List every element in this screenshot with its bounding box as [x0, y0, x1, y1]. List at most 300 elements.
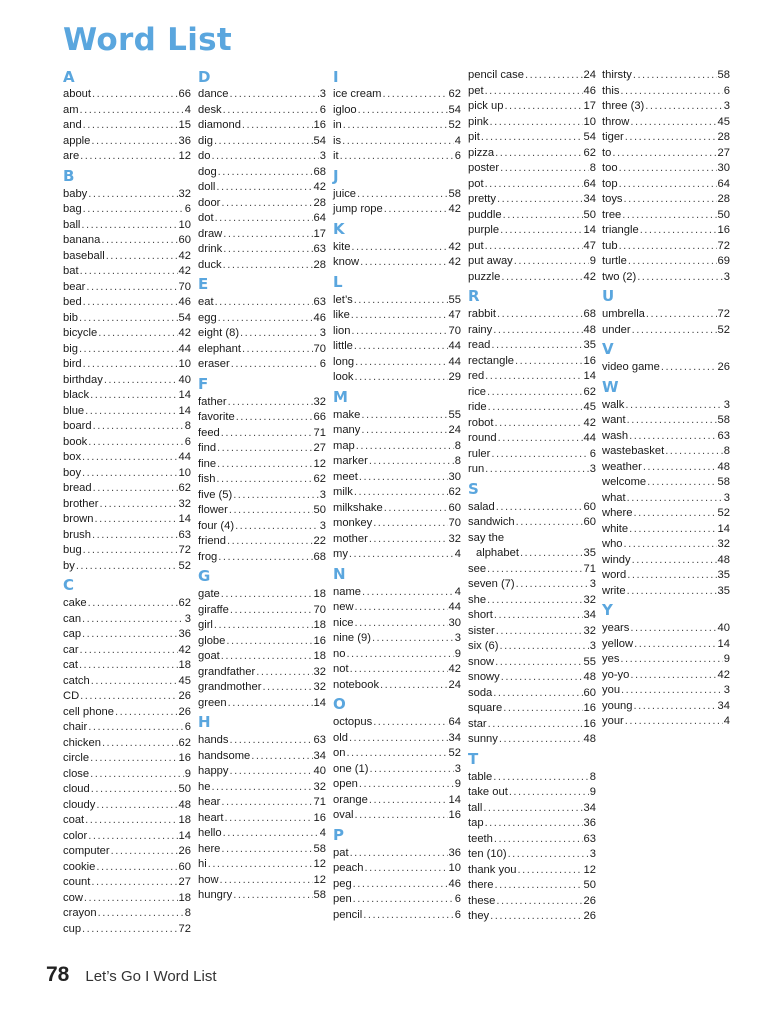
word-text: square: [468, 702, 503, 714]
word-text: hear: [198, 796, 221, 808]
dot-leader: [497, 192, 583, 208]
dot-leader: [495, 878, 583, 894]
word-entry: [468, 223, 596, 239]
page-reference: 46: [448, 877, 461, 890]
word-text: are: [63, 150, 80, 162]
word-text: juice: [333, 187, 357, 200]
word-text: circle: [63, 752, 90, 764]
word-text: not: [333, 663, 349, 675]
page-reference: 34: [583, 801, 596, 814]
dot-leader: [223, 826, 319, 842]
page-reference: 35: [583, 339, 596, 351]
dot-leader: [96, 860, 177, 876]
dot-leader: [96, 798, 177, 814]
word-entry: [468, 447, 596, 463]
page-reference: 47: [583, 239, 596, 252]
word-entry: [198, 357, 326, 373]
word-text: six (6): [468, 640, 499, 652]
word-entry: [333, 308, 461, 324]
dot-leader: [495, 655, 582, 671]
page-reference: 68: [313, 550, 326, 563]
dot-leader: [632, 323, 717, 339]
word-entry: [198, 488, 326, 504]
page-reference: 26: [178, 705, 191, 718]
page-reference: 52: [717, 507, 730, 519]
page-reference: 10: [448, 862, 461, 874]
dot-leader: [619, 177, 717, 193]
page-reference: 52: [448, 747, 461, 759]
word-entry: [333, 501, 461, 517]
page-reference: 40: [178, 373, 191, 386]
dot-leader: [518, 863, 583, 879]
page-reference: 24: [583, 69, 596, 81]
word-entry: [198, 618, 326, 634]
word-text: top: [602, 177, 618, 190]
word-entry: [333, 662, 461, 678]
dot-leader: [223, 242, 312, 258]
word-text: cloudy: [63, 798, 96, 811]
word-entry: [602, 223, 730, 239]
word-text: globe: [198, 634, 226, 647]
word-text: chair: [63, 721, 88, 733]
page-reference: 3: [723, 100, 730, 112]
dot-leader: [85, 404, 177, 420]
word-entry: [468, 701, 596, 717]
word-text: star: [468, 717, 487, 730]
word-text: desk: [198, 103, 222, 116]
dot-leader: [625, 714, 723, 730]
word-text: years: [602, 622, 630, 634]
word-entry: [602, 68, 730, 84]
word-text: umbrella: [602, 308, 645, 320]
page-reference: 10: [178, 218, 191, 231]
word-text: big: [63, 342, 78, 355]
dot-leader: [226, 634, 312, 650]
dot-leader: [493, 323, 582, 339]
page-reference: 70: [448, 517, 461, 529]
page-reference: 18: [178, 659, 191, 671]
dot-leader: [520, 546, 583, 562]
page-reference: 27: [313, 442, 326, 454]
word-entry: [602, 491, 730, 507]
word-text: cookie: [63, 860, 96, 873]
word-text: open: [333, 778, 358, 790]
section-letter: L: [333, 272, 343, 291]
dot-leader: [217, 441, 313, 457]
dot-leader: [83, 543, 178, 559]
word-text: how: [198, 873, 219, 886]
page-reference: 68: [583, 308, 596, 320]
dot-leader: [80, 264, 178, 280]
page-reference: 9: [184, 767, 191, 780]
dot-leader: [83, 202, 184, 218]
dot-leader: [221, 842, 312, 858]
page-reference: 36: [178, 628, 191, 640]
dot-leader: [214, 134, 313, 150]
word-entry: [602, 584, 730, 600]
word-text: chicken: [63, 736, 101, 749]
page-reference: 8: [454, 439, 461, 452]
word-entry: [468, 416, 596, 432]
word-entry: [63, 233, 191, 249]
word-entry: [602, 699, 730, 715]
page-reference: 15: [178, 119, 191, 131]
page-reference: 32: [717, 538, 730, 550]
word-entry: [63, 512, 191, 528]
word-entry: [333, 423, 461, 439]
dot-leader: [481, 130, 583, 146]
dot-leader: [82, 612, 184, 628]
page-reference: 58: [717, 69, 730, 81]
word-entry: [63, 906, 191, 922]
dot-leader: [491, 338, 582, 354]
word-text: CD: [63, 690, 80, 702]
page-reference: 63: [313, 243, 326, 255]
section-letter: T: [468, 749, 479, 768]
word-entry: [198, 295, 326, 311]
section-letter: H: [198, 713, 211, 731]
word-entry: [198, 649, 326, 665]
word-text: make: [333, 408, 361, 421]
page-reference: 46: [178, 296, 191, 308]
word-entry: [63, 643, 191, 659]
word-entry: [602, 208, 730, 224]
word-text: ruler: [468, 447, 491, 460]
dot-leader: [499, 639, 588, 655]
word-entry: [63, 596, 191, 612]
word-text: map: [333, 439, 355, 452]
page-reference: 3: [454, 762, 461, 775]
dot-leader: [495, 146, 582, 162]
word-entry: [333, 647, 461, 663]
word-text: dig: [198, 134, 213, 147]
word-entry: [63, 674, 191, 690]
page-reference: 42: [178, 249, 191, 262]
word-text: sister: [468, 624, 495, 637]
word-entry: [198, 342, 326, 358]
word-entry: [333, 846, 461, 862]
dot-leader: [612, 146, 716, 162]
dot-leader: [104, 373, 178, 389]
word-text: about: [63, 88, 91, 100]
page-reference: 72: [717, 308, 730, 320]
dot-leader: [354, 293, 448, 309]
dot-leader: [622, 208, 716, 224]
dot-leader: [102, 736, 178, 752]
dot-leader: [111, 844, 178, 860]
word-entry: [198, 780, 326, 796]
page-reference: 54: [583, 131, 596, 143]
dot-leader: [343, 118, 448, 134]
word-entry: [333, 339, 461, 355]
dot-leader: [211, 149, 318, 165]
dot-leader: [236, 410, 313, 426]
page-reference: 3: [589, 640, 596, 652]
word-text: igloo: [333, 103, 357, 116]
word-entry: [468, 431, 596, 447]
word-entry: [468, 686, 596, 702]
page-reference: 60: [583, 500, 596, 513]
dot-leader: [217, 457, 313, 473]
dot-leader: [364, 861, 447, 877]
word-entry: [63, 705, 191, 721]
word-entry: [333, 715, 461, 731]
word-text: goat: [198, 650, 220, 662]
dot-leader: [90, 751, 177, 767]
word-entry: [602, 270, 730, 286]
page-reference: 22: [313, 535, 326, 547]
word-text: bread: [63, 482, 92, 494]
word-entry: [468, 878, 596, 894]
word-entry: [63, 658, 191, 674]
word-text: many: [333, 424, 361, 436]
page-reference: 70: [313, 342, 326, 355]
dot-leader: [369, 793, 448, 809]
word-entry: [333, 103, 461, 119]
word-entry: [198, 441, 326, 457]
page-reference: 42: [448, 663, 461, 675]
page-reference: 6: [184, 721, 191, 733]
dot-leader: [627, 413, 717, 429]
word-text: meet: [333, 470, 358, 483]
word-entry: [333, 585, 461, 601]
dot-leader: [80, 103, 184, 119]
page-reference: 34: [717, 699, 730, 712]
dot-leader: [620, 652, 722, 668]
page-reference: 45: [583, 401, 596, 413]
page-reference: 42: [178, 327, 191, 339]
page-reference: 72: [717, 239, 730, 252]
dot-leader: [93, 419, 184, 435]
word-text: handsome: [198, 749, 251, 762]
dot-leader: [627, 584, 717, 600]
page-reference: 62: [583, 385, 596, 398]
word-entry: [468, 115, 596, 131]
page-reference: 60: [583, 516, 596, 528]
page-reference: 26: [583, 894, 596, 907]
word-entry: [198, 503, 326, 519]
word-entry: [63, 388, 191, 404]
page-reference: 8: [184, 907, 191, 919]
page-reference: 64: [717, 177, 730, 190]
word-entry: [198, 550, 326, 566]
page-reference: 55: [448, 293, 461, 306]
word-text: eat: [198, 296, 214, 308]
word-text: nice: [333, 616, 354, 629]
dot-leader: [221, 795, 312, 811]
word-text: cake: [63, 597, 87, 609]
word-text: happy: [198, 765, 229, 777]
dot-leader: [90, 388, 177, 404]
dot-leader: [634, 637, 716, 653]
page-reference: 44: [448, 601, 461, 613]
dot-leader: [99, 497, 177, 513]
dot-leader: [82, 922, 178, 938]
page-reference: 6: [454, 908, 461, 921]
dot-leader: [494, 832, 583, 848]
page-reference: 68: [313, 165, 326, 178]
page-reference: 34: [448, 731, 461, 744]
word-text: am: [63, 103, 79, 116]
word-text: by: [63, 559, 75, 572]
column-1: [63, 68, 191, 937]
page-reference: 58: [717, 414, 730, 426]
page-footer: [46, 963, 217, 987]
word-entry: [602, 460, 730, 476]
word-entry: [333, 777, 461, 793]
page-reference: 28: [717, 131, 730, 143]
column-5: [602, 68, 730, 730]
page-reference: 52: [178, 559, 191, 572]
word-entry: [198, 242, 326, 258]
word-entry: [198, 87, 326, 103]
page-reference: 14: [178, 404, 191, 417]
page-reference: 58: [313, 842, 326, 855]
page-reference: 3: [454, 632, 461, 644]
word-entry: [198, 410, 326, 426]
page-reference: 3: [589, 463, 596, 475]
page-reference: 32: [313, 681, 326, 693]
word-entry: [602, 307, 730, 323]
word-entry: [602, 360, 730, 376]
word-entry: [63, 295, 191, 311]
dot-leader: [86, 280, 177, 296]
page-reference: 34: [313, 749, 326, 762]
page-reference: 54: [448, 103, 461, 116]
dot-leader: [621, 683, 723, 699]
word-text: thirsty: [602, 69, 632, 81]
page-reference: 17: [313, 227, 326, 240]
dot-leader: [369, 762, 453, 778]
word-entry: [63, 187, 191, 203]
word-entry: [198, 426, 326, 442]
page-reference: 48: [583, 323, 596, 336]
page-reference: 70: [313, 603, 326, 616]
page-reference: 16: [717, 224, 730, 236]
word-text: rainy: [468, 323, 493, 336]
page-reference: 32: [313, 395, 326, 408]
page-reference: 3: [723, 270, 730, 283]
page-reference: 44: [448, 340, 461, 352]
page-reference: 26: [178, 845, 191, 857]
word-text: long: [333, 355, 355, 368]
word-entry: [468, 832, 596, 848]
word-entry: [333, 355, 461, 371]
dot-leader: [92, 87, 178, 103]
word-text: draw: [198, 227, 223, 240]
word-entry: [602, 177, 730, 193]
word-text: nine (9): [333, 632, 371, 644]
word-entry: [602, 637, 730, 653]
dot-leader: [221, 196, 312, 212]
word-entry: [468, 801, 596, 817]
word-text: and: [63, 119, 82, 131]
word-entry: [63, 373, 191, 389]
dot-leader: [383, 87, 448, 103]
word-text: coat: [63, 814, 85, 826]
dot-leader: [98, 326, 177, 342]
dot-leader: [242, 342, 313, 358]
word-text: book: [63, 435, 88, 448]
dot-leader: [229, 733, 312, 749]
word-entry: [333, 485, 461, 501]
word-entry: [63, 813, 191, 829]
dot-leader: [637, 270, 723, 286]
word-entry: [198, 165, 326, 181]
page-reference: 40: [313, 765, 326, 777]
page-reference: 4: [454, 134, 461, 147]
word-entry: [198, 733, 326, 749]
word-entry: [333, 255, 461, 271]
dot-leader: [487, 593, 583, 609]
word-entry: [602, 429, 730, 445]
word-entry: [468, 770, 596, 786]
word-text: two (2): [602, 270, 637, 283]
dot-leader: [632, 553, 717, 569]
word-entry: [63, 419, 191, 435]
dot-leader: [630, 115, 716, 131]
word-text: pizza: [468, 146, 495, 159]
word-text: put: [468, 239, 484, 252]
page-reference: 45: [178, 674, 191, 687]
dot-leader: [218, 165, 313, 181]
word-entry: [63, 404, 191, 420]
page-reference: 26: [717, 361, 730, 373]
page-reference: 4: [184, 103, 191, 116]
page-reference: 3: [723, 491, 730, 504]
word-entry: [602, 115, 730, 131]
dot-leader: [216, 180, 312, 196]
page-reference: 50: [313, 504, 326, 516]
word-text: fine: [198, 457, 217, 470]
word-entry: [468, 531, 596, 547]
page-reference: 32: [313, 780, 326, 793]
dot-leader: [633, 699, 716, 715]
page-reference: 58: [717, 476, 730, 488]
word-entry: [198, 665, 326, 681]
dot-leader: [355, 355, 447, 371]
page-reference: 32: [583, 593, 596, 606]
page-reference: 62: [178, 597, 191, 609]
page-reference: 10: [583, 115, 596, 128]
word-entry: [198, 826, 326, 842]
section-letter: P: [333, 825, 344, 844]
word-entry: [468, 161, 596, 177]
word-text: bed: [63, 296, 82, 308]
page-reference: 60: [448, 501, 461, 514]
page-reference: 6: [723, 84, 730, 97]
page-reference: 3: [589, 578, 596, 590]
word-entry: [333, 678, 461, 694]
dot-leader: [525, 68, 583, 84]
dot-leader: [211, 780, 312, 796]
word-entry: [468, 655, 596, 671]
word-text: no: [333, 647, 346, 660]
word-text: snowy: [468, 671, 500, 683]
dot-leader: [495, 416, 583, 432]
page-reference: 42: [717, 668, 730, 681]
page-reference: 12: [178, 150, 191, 162]
page-reference: 8: [589, 770, 596, 783]
word-entry: [333, 746, 461, 762]
word-text: poster: [468, 162, 500, 174]
page-reference: 42: [313, 181, 326, 193]
word-entry: [198, 857, 326, 873]
page-reference: 3: [319, 150, 326, 162]
word-text: bird: [63, 358, 82, 370]
word-entry: [198, 795, 326, 811]
word-entry: [468, 385, 596, 401]
